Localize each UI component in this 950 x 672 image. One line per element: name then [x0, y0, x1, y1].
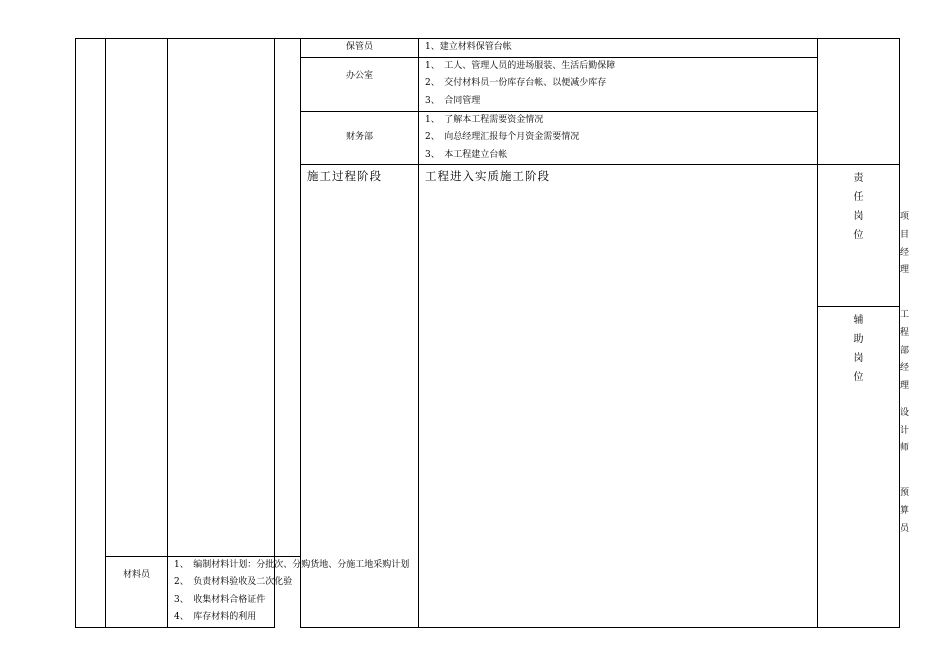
role-cell: 办公室	[301, 57, 419, 111]
duty-item: 2、 负责材料验收及二次化验	[174, 577, 293, 588]
responsibility-table: 保管员 1、建立材料保管台帐 办公室 1、 工人、管理人员的进场服装、生活后勤保障 2、 交付材料员一份库存台帐、以便减少库存 3、 合同管理 财务部 1、 了解本工程需要资金情况 2、 向总经理汇报每个月资金需要情况 3、 本工程建立台帐 施工过程阶段 工程进入实质施工阶段 责任岗位 项目经理 辅助岗位 工程部经理 设计师 预算员 材料员 1、 编制材料计划：分批次、分购货地、分施工地采购计划 2、 负责材料验收及二次化验 3、 收集材料合格证件 4、 库存材料的利用	[75, 38, 900, 628]
phase-cell: 工程进入实质施工阶段	[419, 165, 818, 628]
role-cell: 财务部	[301, 111, 419, 165]
group-label: 责任岗位	[853, 173, 864, 242]
duty-item: 1、建立材料保管台帐	[425, 42, 512, 52]
duty-item: 1、 编制材料计划：分批次、分购货地、分施工地采购计划	[174, 559, 410, 570]
duty-cell	[419, 111, 818, 165]
duty-cell	[168, 556, 410, 627]
duty-item: 3、 合同管理	[425, 95, 481, 106]
duty-item: 2、 交付材料员一份库存台帐、以便减少库存	[425, 78, 607, 89]
blank-remarks-cell	[818, 39, 900, 165]
blank-phase-cell	[168, 39, 275, 557]
responsible-group-cell	[818, 165, 900, 307]
duty-cell	[419, 57, 818, 111]
blank-group-cell	[275, 39, 301, 557]
role-cell: 保管员	[301, 39, 419, 58]
duty-item: 3、 本工程建立台帐	[425, 149, 508, 160]
stage-cell: 施工过程阶段	[301, 165, 419, 628]
role-cell: 材料员	[106, 556, 168, 627]
blank-left-column	[76, 39, 106, 628]
blank-stage-cell	[106, 39, 168, 557]
duty-item: 2、 向总经理汇报每个月资金需要情况	[425, 132, 580, 143]
group-label: 辅助岗位	[853, 315, 864, 384]
duty-item: 4、 库存材料的利用	[174, 612, 257, 623]
duty-item: 1、 工人、管理人员的进场服装、生活后勤保障	[425, 60, 616, 71]
assist-group-cell	[818, 307, 900, 628]
duty-item: 3、 收集材料合格证件	[174, 594, 266, 605]
duty-cell	[419, 39, 818, 58]
duty-item: 1、 了解本工程需要资金情况	[425, 114, 544, 125]
